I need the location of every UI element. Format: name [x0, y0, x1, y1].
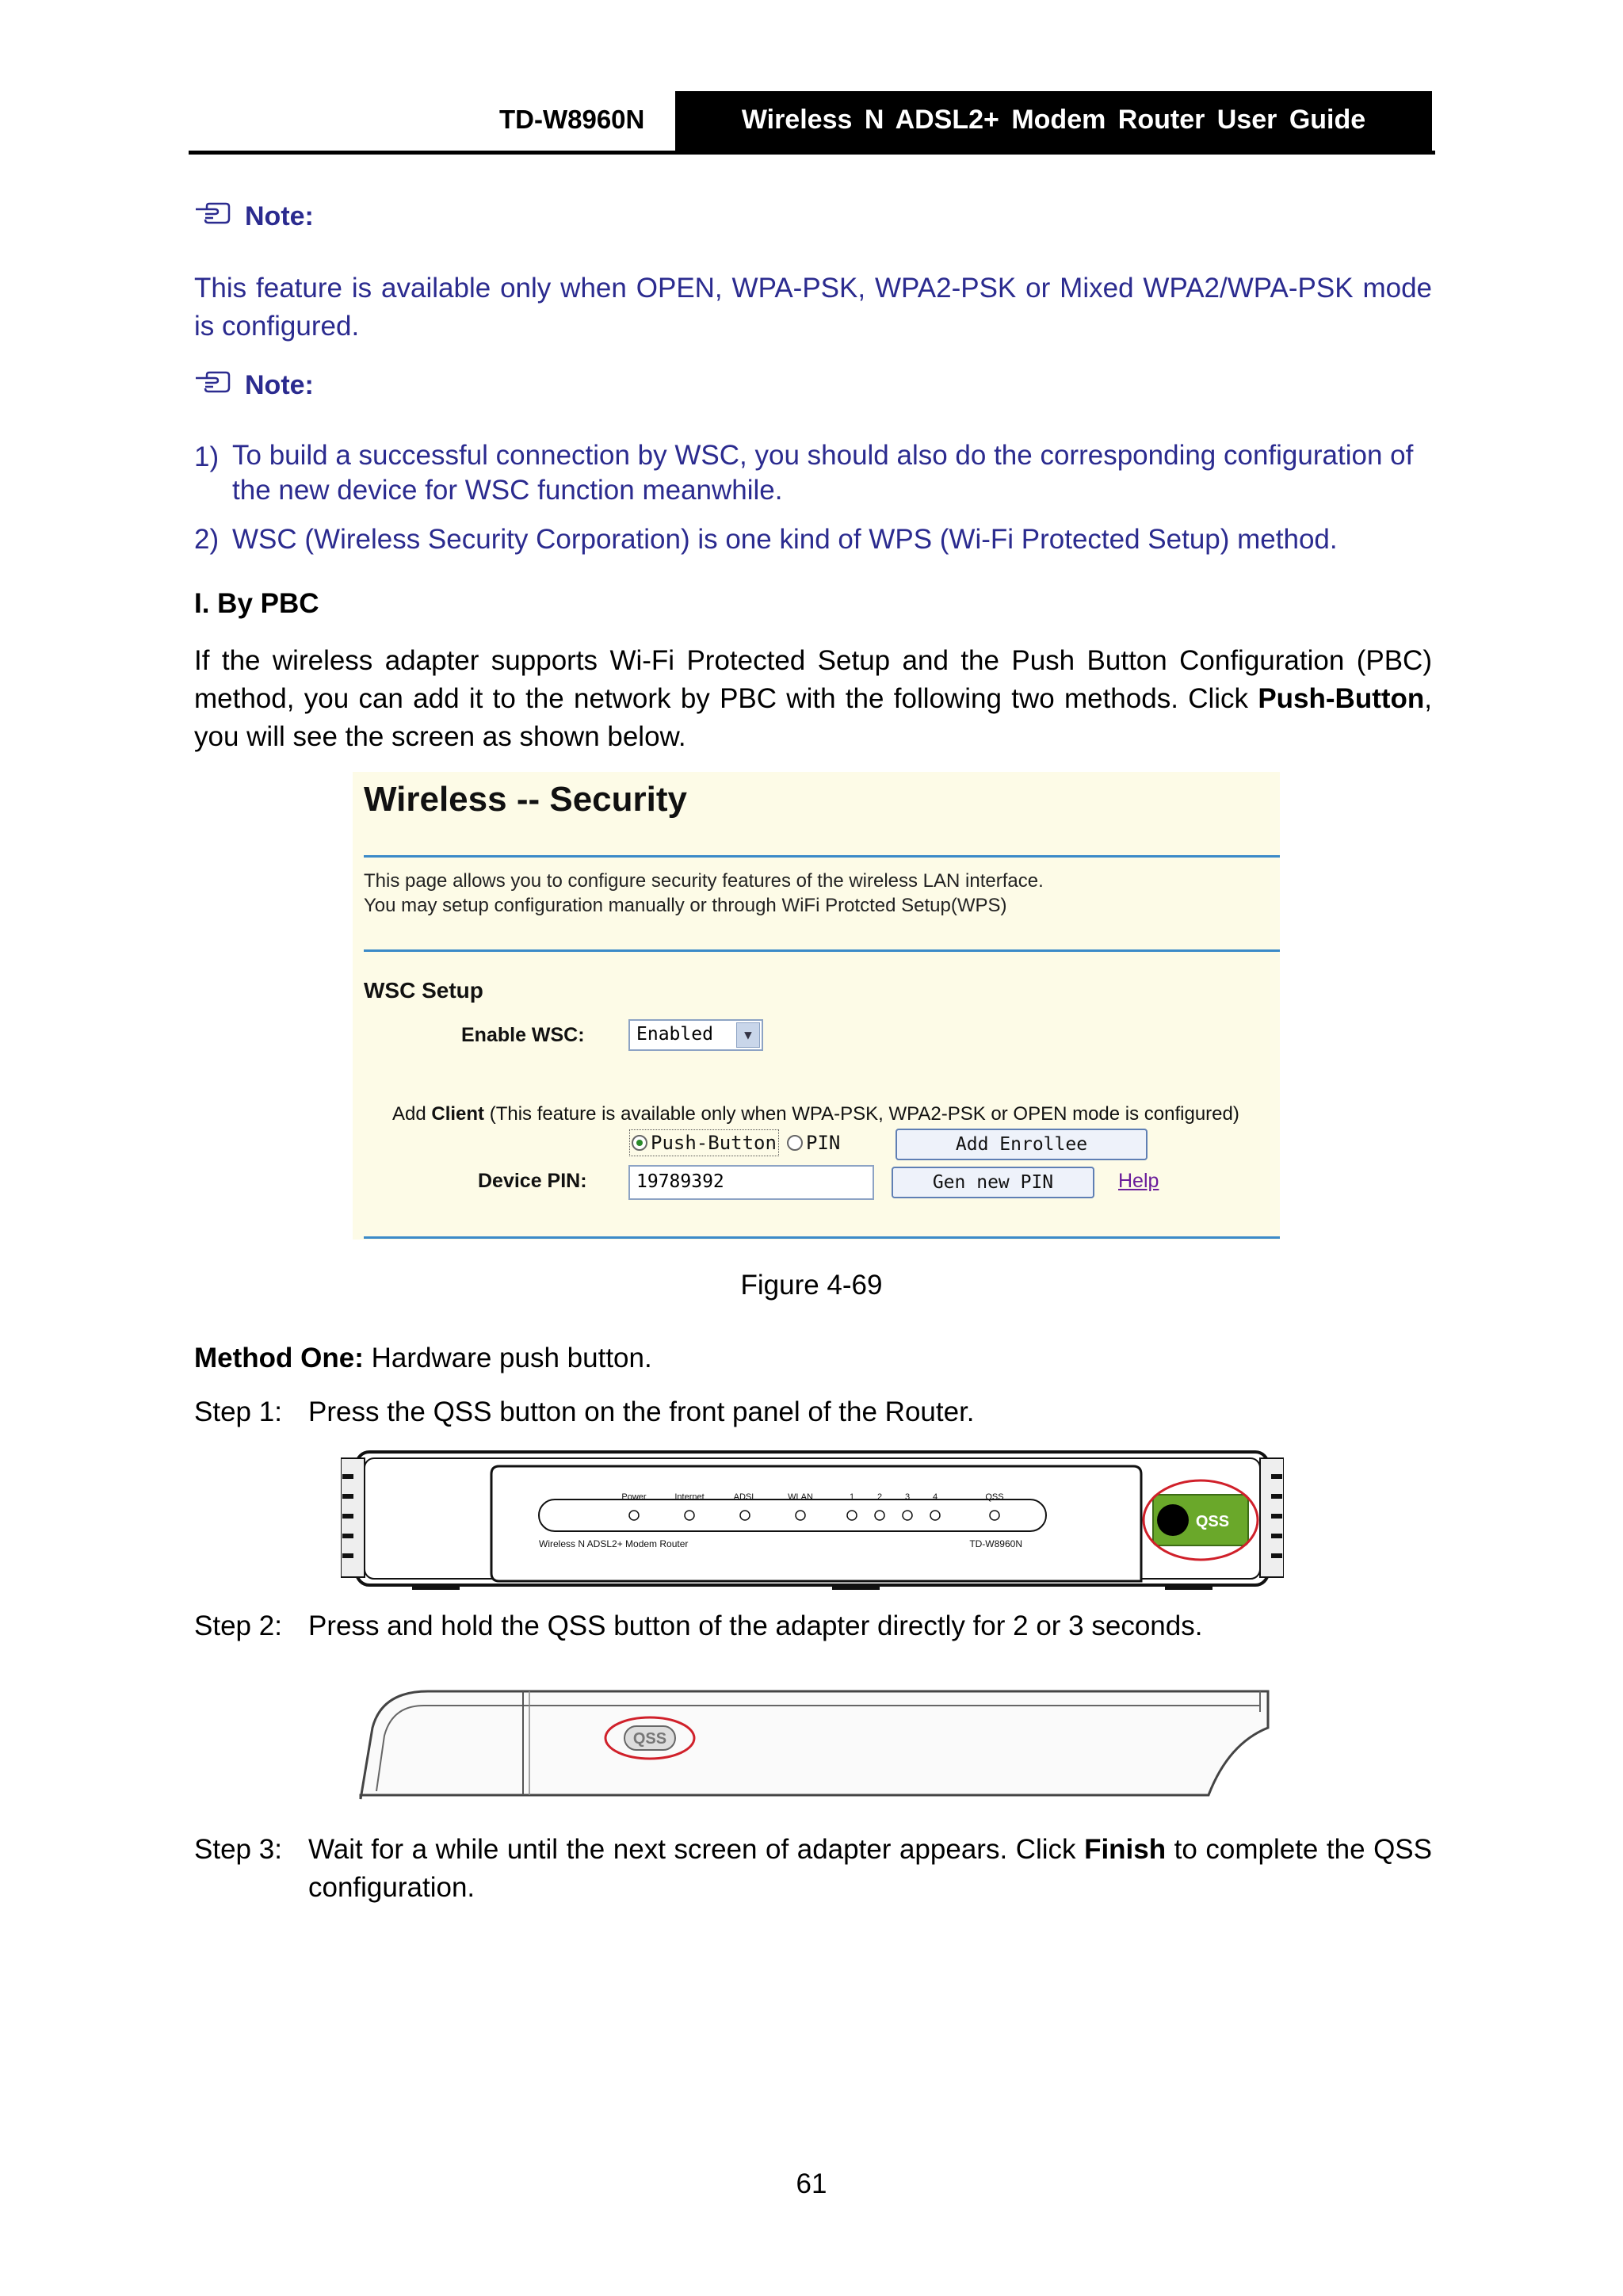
- step-3-text-b: to complete the QSS configuration.: [308, 1834, 1432, 1903]
- radio-pin-label: PIN: [806, 1132, 841, 1154]
- step-1-text: Press the QSS button on the front panel of the Router.: [308, 1396, 975, 1427]
- wireless-security-screenshot: [353, 772, 1280, 1240]
- enable-wsc-select[interactable]: [628, 1019, 763, 1051]
- note-2-label-row: [194, 370, 314, 401]
- radio-push-button[interactable]: [630, 1130, 778, 1156]
- note-1-label: Note:: [245, 201, 314, 231]
- figure-description-line-2: You may setup configuration manually or through WiFi Protcted Setup(WPS): [364, 895, 1007, 916]
- note-2-item-2-text: WSC (Wireless Security Corporation) is one kind of WPS (Wi-Fi Protected Setup) method.: [232, 524, 1338, 555]
- figure-divider: [364, 1236, 1280, 1239]
- step-3-text-a: Wait for a while until the next screen of adapter appears. Click: [308, 1834, 1085, 1865]
- method-one-bold: Method One:: [194, 1343, 364, 1373]
- note-1-text: This feature is available only when OPEN, WPA-PSK, WPA2-PSK or Mixed WPA2/WPA-PSK mode is configured.: [194, 273, 1432, 342]
- led-label: Power: [621, 1492, 647, 1502]
- radio-push-button-label: Push-Button: [651, 1132, 777, 1154]
- step-1-label: Step 1:: [194, 1396, 282, 1427]
- device-pin-input[interactable]: 19789392: [628, 1165, 874, 1200]
- wsc-setup-heading: WSC Setup: [364, 978, 483, 1003]
- figure-description-line-1: This page allows you to configure security features of the wireless LAN interface.: [364, 870, 1044, 892]
- radio-unselected-icon: [787, 1135, 803, 1151]
- led-label: Internet: [674, 1492, 705, 1502]
- router-model-code: TD-W8960N: [969, 1538, 1022, 1549]
- page-number: 61: [796, 2168, 827, 2199]
- header-title: Wireless N ADSL2+ Modem Router User Guide: [741, 105, 1366, 135]
- step-2-text: Press and hold the QSS button of the adapter directly for 2 or 3 seconds.: [308, 1610, 1203, 1641]
- note-2-item-1-num: 1): [194, 441, 220, 472]
- section-paragraph: [194, 642, 1432, 756]
- chevron-down-icon[interactable]: ▼: [736, 1022, 760, 1048]
- note-2-item-1-text: To build a successful connection by WSC, you should also do the corresponding configuration of the new device for WSC function meanwhile.: [232, 440, 1414, 506]
- adapter-qss-label: QSS: [632, 1730, 667, 1748]
- step-2-label: Step 2:: [194, 1610, 282, 1641]
- wireless-adapter-image: [349, 1680, 1276, 1807]
- figure-description: [364, 869, 1044, 918]
- method-one-text: Hardware push button.: [363, 1343, 652, 1373]
- help-link[interactable]: Help: [1118, 1170, 1159, 1192]
- add-enrollee-button[interactable]: Add Enrollee: [896, 1129, 1148, 1160]
- router-qss-label: QSS: [1195, 1513, 1230, 1530]
- add-client-prefix: Add: [392, 1103, 432, 1125]
- figure-caption: Figure 4-69: [740, 1270, 883, 1301]
- section-paragraph-bold: Push-Button: [1258, 683, 1425, 714]
- method-one: [194, 1339, 652, 1377]
- step-3-text: [308, 1831, 1432, 1907]
- add-client-line: [392, 1103, 1239, 1125]
- note-2-item-2-num: 2): [194, 524, 220, 555]
- section-heading: I. By PBC: [194, 588, 319, 619]
- step-3-label: Step 3:: [194, 1834, 282, 1865]
- device-pin-label: Device PIN:: [478, 1170, 587, 1192]
- led-label: QSS: [985, 1492, 1004, 1502]
- step-3-bold: Finish: [1084, 1834, 1167, 1865]
- led-label: 4: [932, 1492, 938, 1502]
- led-label: ADSL: [733, 1492, 757, 1502]
- pointing-hand-icon: [194, 370, 231, 401]
- router-front-panel-image: [341, 1442, 1284, 1593]
- gen-new-pin-button[interactable]: Gen new PIN: [892, 1167, 1094, 1198]
- section-paragraph-text-a: If the wireless adapter supports Wi-Fi Protected Setup and the Push Button Configuration (PBC) method, you can add it to the network by PBC with the following two methods. Click: [194, 645, 1432, 714]
- radio-pin[interactable]: [787, 1132, 840, 1154]
- header-model: TD-W8960N: [499, 105, 645, 134]
- figure-page-title: Wireless -- Security: [364, 780, 687, 819]
- enable-wsc-label: Enable WSC:: [461, 1024, 585, 1046]
- note-2-label: Note:: [245, 370, 314, 400]
- figure-divider: [364, 855, 1280, 858]
- add-client-note: (This feature is available only when WPA-PSK, WPA2-PSK or OPEN mode is configured): [484, 1103, 1239, 1125]
- section-paragraph-text-b: , you will see the screen as shown below.: [194, 683, 1432, 752]
- enable-wsc-value: Enabled: [636, 1024, 713, 1045]
- led-label: WLAN: [788, 1492, 813, 1502]
- led-label: 2: [876, 1492, 883, 1502]
- router-model-name: Wireless N ADSL2+ Modem Router: [539, 1538, 689, 1549]
- figure-divider: [364, 949, 1280, 952]
- led-label: 1: [849, 1492, 855, 1502]
- add-client-bold: Client: [431, 1103, 485, 1125]
- led-label: 3: [904, 1492, 911, 1502]
- header-rule: [189, 151, 1435, 155]
- radio-selected-icon: [632, 1135, 647, 1151]
- note-1-label-row: [194, 201, 314, 232]
- pointing-hand-icon: [194, 201, 231, 232]
